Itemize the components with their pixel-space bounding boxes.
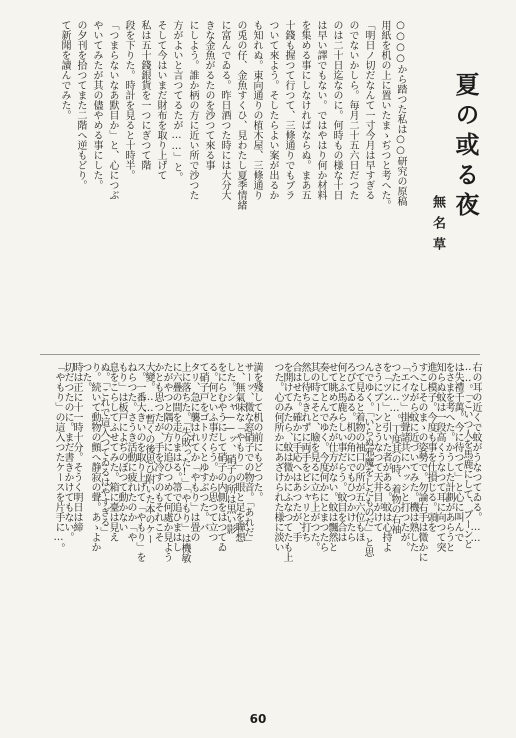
text-column: 私は五十錢銀貨を一つにぎつて階 (139, 20, 150, 170)
text-column: つた。 (80, 362, 91, 392)
text-column: は失禮千萬。今に待つて」と心に叫んで (452, 362, 463, 542)
text-column: 奏してとんでゆく。今度何かにとまつたら (317, 362, 328, 552)
text-column: つたに……。丁度其の時、着物の右袖 (389, 362, 400, 534)
text-column: かとも思つたが、手を冷すのもそれこそ (152, 362, 163, 542)
text-column: 用紙を机の上に置いたまゝぢつと考へた。 (379, 20, 390, 210)
text-column: 時は正に十一時十分。そうく明日は締 (71, 362, 82, 532)
text-column: ついて來よう。そしたらよい案が出るか (267, 20, 278, 200)
text-column: ス。一番大きいのを取り上げて「やもり」を (134, 362, 145, 562)
text-column: 段を下りた。時計を見ると十時半。 (123, 20, 134, 180)
text-column: ○○○○から踏つた私は○○研究の原稿 (395, 20, 406, 206)
text-column: をさまを考へた。かうした計劃があらうと (443, 362, 454, 552)
top-text-block (40, 20, 480, 352)
text-column: 十錢も握つて行つて、三條通りでもブラ (283, 20, 294, 200)
text-column: のは二十日迄なのに。何時もの様な十日 (331, 20, 342, 200)
text-column: ぬ。「これで這入つてゐるはやすぎる」 (98, 362, 109, 537)
text-column: 満を殘して机の前にもどつた。 (251, 362, 262, 502)
text-column: を集める事にしなければならぬ。まあ五 (299, 20, 310, 200)
text-column: もり」は板戸によぢのぼつて動かない (116, 362, 127, 532)
text-column: 然し待ちきれずに両手をピシャリと打ち (299, 362, 310, 542)
bottom-body-columns-left (54, 362, 261, 698)
text-column: る。何といふ事だらう。から思つて立つ (206, 362, 217, 542)
text-column: 其の時こそと、瞼を見るに立ち上がつた。 (308, 362, 319, 552)
text-column: の兎の仔、金魚すくひ、見わたし夏季情緒 (235, 20, 246, 210)
text-column: を「ツン」と引いた者がある。蚊は心持よ (380, 362, 391, 552)
text-column: り。続いて動物の顫へ静寂の聲。あゝよか (89, 362, 100, 552)
text-column: 大變。……暫くの後思ひ附いた本のケー (143, 362, 154, 544)
text-column: サーッ、微な窓硝子での物音。「あれだ」 (242, 362, 253, 547)
text-column: を開けてみたら、蚊は微かにふなつてたも上 (281, 362, 292, 562)
text-column: ……。「こいつ人を馬鹿にして、ブーンと (461, 362, 472, 549)
text-column: 「明日ノ切だなんて一寸今月は早すぎる (363, 20, 374, 200)
text-column: さうにブーンとうなつて天井目がけて (371, 362, 382, 532)
text-column: 知らぬ蚊は一段高くうなつて耳に向つて突 (434, 362, 445, 552)
text-column: 上に落ちた。「失敗った!」「やもり」は機敏 (179, 362, 190, 563)
text-column: 「エイツ」掛聲諸共にハッシと打つたが。 (398, 362, 409, 552)
text-column: つて見ると着物の袖口の所が五六位もほ (353, 362, 364, 542)
author-name: 無名草 (430, 195, 445, 258)
text-column: に富んでゐる。昨日酒つた時には大分大 (219, 20, 230, 200)
text-column: つた。心の何所かにあざけられた様に淡い (272, 362, 283, 552)
text-column: 何とふ馬鹿らしい事だらう。蚊目を合は (335, 362, 346, 542)
text-column: 方がよいと言つてるたが……」と。 (171, 20, 182, 182)
text-column: やいてみたが其の儘やめる事にした。 (91, 20, 102, 190)
text-column: 切だつたのに。まだ書きかけてもない。 (62, 362, 73, 542)
text-column: 息をこらしてふせてみた。箱に臺は見え (107, 362, 118, 542)
text-column: の夕刊を拾つてまた二階へ逆もどり。 (75, 20, 86, 190)
text-column: 進の模子。今度も事を仕損じる。頭を (425, 362, 436, 532)
top-body-columns (56, 20, 408, 352)
text-column: と、無氣味な「やもり」の眼と足を聯想 (233, 362, 244, 542)
title-spacer (408, 20, 420, 30)
text-column: タリ、急に襲はれてか「やもり」は畳の (188, 362, 199, 542)
text-column: にしよう。誰か柄の方に近い所で沙つた (187, 20, 198, 200)
text-column: した。シャ――ッ、硝子の所は黒い影 (224, 362, 235, 534)
section-divider (40, 354, 480, 355)
text-column: 「やもり」の這入つたケースを片手に…。 (53, 362, 64, 553)
text-column: をにらむやうにして硝子の内側をはつてゐ (215, 362, 226, 552)
story-title: 夏の或る夜 (451, 72, 480, 222)
bottom-body-columns-right (273, 362, 480, 698)
text-column: に六疊の間を走りまはる。箒で追ひまはし (170, 362, 181, 552)
text-column: たがやつと隅の方に追ひつめて何處か見よう (161, 362, 172, 562)
text-column: 「つまらないなあ默目か」と、心につぶ (107, 20, 118, 200)
text-column: そして今はいまだ財布を取り上げて (155, 20, 166, 180)
text-column: うへながら蚊に近づいてみた。機は熟した (407, 362, 418, 552)
bottom-text-block (40, 362, 480, 698)
text-column: は早い譯でもない。ではやはり何か材料 (315, 20, 326, 200)
text-column: んでゆく。「いらぬ邪魔をしたものだ」と思 (362, 362, 373, 557)
text-column: 合はせた。確かに手応へはあつたが、手 (290, 362, 301, 542)
text-column: のでないかしら。毎月二十五六日だつた (347, 20, 358, 200)
text-column: ろびてゐる。机の角にでもひつかけたら (344, 362, 355, 542)
page-number: 60 (249, 712, 267, 726)
text-column: も知れぬ。東向通りの植木屋、三條通り (251, 20, 262, 200)
text-column: て新聞を讀んでみた。 (59, 20, 70, 120)
text-column: きな金魚がるたのを沙つて來る事 (203, 20, 214, 170)
text-column: せて眺めてみたが仕方がない。蚊は飄然と (326, 362, 337, 552)
text-column: 右の耳の近くで蚊がうなつてゐる。…… (470, 362, 481, 544)
text-column: て硝子戸をゴトリくとゆすぶつた。バ (197, 362, 208, 532)
text-column: すこしそのまゝの姿勢で。勿論右手は微かに (416, 362, 427, 562)
text-column: ねらつた。さうき活動に疲れたのか「や (125, 362, 136, 542)
